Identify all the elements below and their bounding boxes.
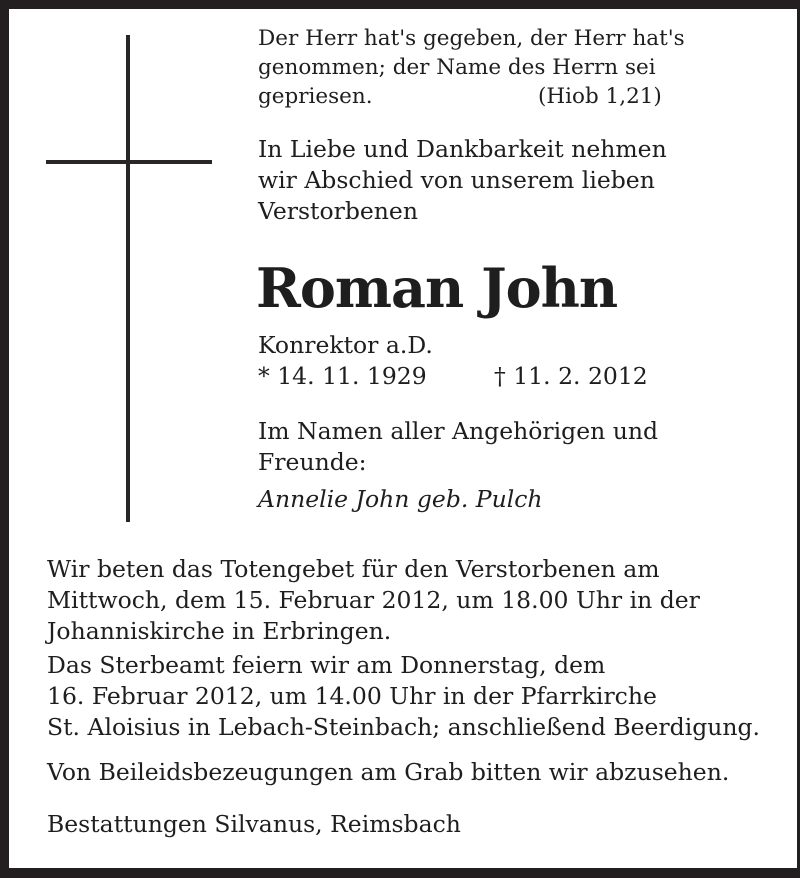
notice-condolences <box>47 757 729 788</box>
bible-quote <box>258 24 685 111</box>
quote-line: gepriesen. <box>258 84 373 109</box>
cross-icon-vertical <box>126 35 130 522</box>
notice-line: Wir beten das Totengebet für den Verstorbenen am <box>47 555 660 583</box>
notice-line: 16. Februar 2012, um 14.00 Uhr in der Pfarrkirche <box>47 682 657 710</box>
mourners <box>258 416 658 515</box>
notice-line: St. Aloisius in Lebach-Steinbach; anschließend Beerdigung. <box>47 713 761 741</box>
notice-requiem <box>47 650 760 743</box>
notice-line: Johanniskirche in Erbringen. <box>47 617 392 645</box>
notice-line: Mittwoch, dem 15. Februar 2012, um 18.00 Uhr in der <box>47 586 700 614</box>
death-date: † 11. 2. 2012 <box>494 362 648 390</box>
notice-prayer <box>47 554 700 647</box>
mourners-line: Freunde: <box>258 448 367 476</box>
intro-text <box>258 134 667 227</box>
deceased-details <box>258 330 648 392</box>
mourners-line: Im Namen aller Angehörigen und <box>258 417 659 445</box>
quote-reference: (Hiob 1,21) <box>538 84 662 109</box>
notice-line: Das Sterbeamt feiern wir am Donnerstag, dem <box>47 651 606 679</box>
intro-line: Verstorbenen <box>258 197 418 225</box>
quote-line: genommen; der Name des Herrn sei <box>258 55 656 80</box>
undertaker: Bestattungen Silvanus, Reimsbach <box>47 810 461 838</box>
intro-line: In Liebe und Dankbarkeit nehmen <box>258 135 667 163</box>
quote-line: Der Herr hat's gegeben, der Herr hat's <box>258 26 685 51</box>
birth-date: * 14. 11. 1929 <box>258 362 427 390</box>
cross-icon-horizontal <box>46 160 212 164</box>
notice-line: Von Beileidsbezeugungen am Grab bitten wir abzusehen. <box>47 758 730 786</box>
intro-line: wir Abschied von unserem lieben <box>258 166 655 194</box>
deceased-title: Konrektor a.D. <box>258 331 433 359</box>
mourner-signature: Annelie John geb. Pulch <box>258 485 543 513</box>
deceased-name: Roman John <box>256 256 618 320</box>
